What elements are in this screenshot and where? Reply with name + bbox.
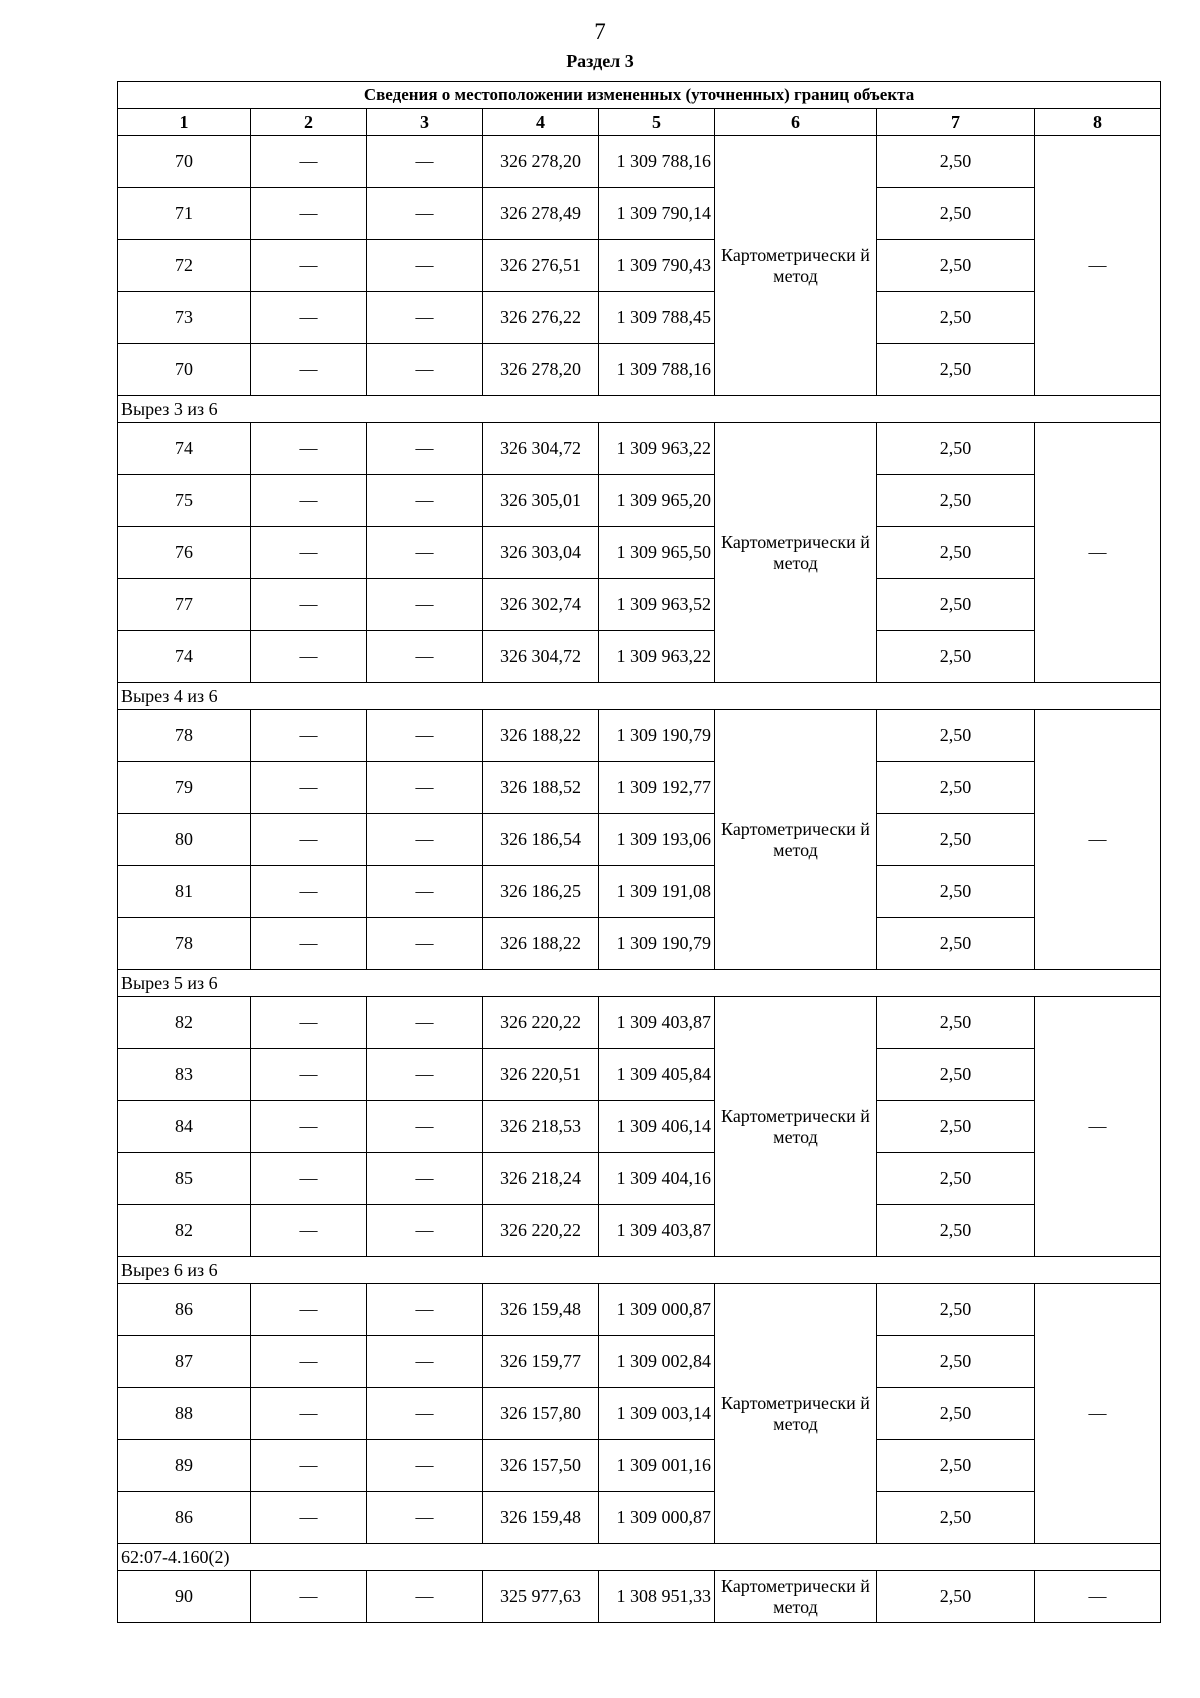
- table-row: [118, 475, 1161, 527]
- column-3-cell: —: [367, 1101, 483, 1153]
- x-coordinate-cell: 326 278,49: [483, 188, 599, 240]
- column-8-cell: —: [1035, 997, 1161, 1257]
- point-number-cell: 86: [118, 1492, 251, 1544]
- column-2-cell: —: [251, 762, 367, 814]
- y-coordinate-cell: 1 309 788,16: [599, 344, 715, 396]
- column-2-cell: —: [251, 423, 367, 475]
- x-coordinate-cell: 326 159,48: [483, 1284, 599, 1336]
- table-row: [118, 631, 1161, 683]
- y-coordinate-cell: 1 308 951,33: [599, 1571, 715, 1623]
- point-number-cell: 79: [118, 762, 251, 814]
- group-title: Вырез 6 из 6: [118, 1257, 1161, 1284]
- y-coordinate-cell: 1 309 790,14: [599, 188, 715, 240]
- point-number-cell: 80: [118, 814, 251, 866]
- table-row: [118, 1205, 1161, 1257]
- point-number-cell: 76: [118, 527, 251, 579]
- accuracy-cell: 2,50: [877, 136, 1035, 188]
- group-title: 62:07-4.160(2): [118, 1544, 1161, 1571]
- column-number: 1: [118, 109, 251, 136]
- table-row: [118, 918, 1161, 970]
- accuracy-cell: 2,50: [877, 814, 1035, 866]
- column-8-cell: —: [1035, 1571, 1161, 1623]
- x-coordinate-cell: 326 157,80: [483, 1388, 599, 1440]
- point-number-cell: 87: [118, 1336, 251, 1388]
- y-coordinate-cell: 1 309 001,16: [599, 1440, 715, 1492]
- column-number: 7: [877, 109, 1035, 136]
- group-title: Вырез 5 из 6: [118, 970, 1161, 997]
- table-row: [118, 762, 1161, 814]
- accuracy-cell: 2,50: [877, 423, 1035, 475]
- column-3-cell: —: [367, 423, 483, 475]
- y-coordinate-cell: 1 309 190,79: [599, 710, 715, 762]
- column-number: 5: [599, 109, 715, 136]
- accuracy-cell: 2,50: [877, 1336, 1035, 1388]
- column-number: 3: [367, 109, 483, 136]
- y-coordinate-cell: 1 309 965,50: [599, 527, 715, 579]
- table-row: [118, 997, 1161, 1049]
- column-2-cell: —: [251, 814, 367, 866]
- column-3-cell: —: [367, 814, 483, 866]
- point-number-cell: 74: [118, 423, 251, 475]
- column-2-cell: —: [251, 1571, 367, 1623]
- y-coordinate-cell: 1 309 000,87: [599, 1492, 715, 1544]
- y-coordinate-cell: 1 309 963,52: [599, 579, 715, 631]
- column-3-cell: —: [367, 527, 483, 579]
- column-8-cell: —: [1035, 710, 1161, 970]
- accuracy-cell: 2,50: [877, 188, 1035, 240]
- accuracy-cell: 2,50: [877, 1101, 1035, 1153]
- column-3-cell: —: [367, 1153, 483, 1205]
- column-2-cell: —: [251, 1440, 367, 1492]
- table-row: [118, 1336, 1161, 1388]
- accuracy-cell: 2,50: [877, 1153, 1035, 1205]
- column-3-cell: —: [367, 1571, 483, 1623]
- table-row: [118, 423, 1161, 475]
- x-coordinate-cell: 326 220,22: [483, 1205, 599, 1257]
- y-coordinate-cell: 1 309 788,45: [599, 292, 715, 344]
- column-3-cell: —: [367, 1205, 483, 1257]
- column-3-cell: —: [367, 1440, 483, 1492]
- table-row: [118, 814, 1161, 866]
- accuracy-cell: 2,50: [877, 997, 1035, 1049]
- table-row: [118, 1440, 1161, 1492]
- point-number-cell: 85: [118, 1153, 251, 1205]
- column-2-cell: —: [251, 292, 367, 344]
- column-2-cell: —: [251, 527, 367, 579]
- group-title-row: [118, 396, 1161, 423]
- column-3-cell: —: [367, 631, 483, 683]
- y-coordinate-cell: 1 309 404,16: [599, 1153, 715, 1205]
- method-cell: Картометрически й метод: [715, 1284, 877, 1544]
- group-title: Вырез 3 из 6: [118, 396, 1161, 423]
- column-8-cell: —: [1035, 1284, 1161, 1544]
- column-3-cell: —: [367, 1049, 483, 1101]
- y-coordinate-cell: 1 309 403,87: [599, 1205, 715, 1257]
- column-3-cell: —: [367, 475, 483, 527]
- x-coordinate-cell: 326 304,72: [483, 631, 599, 683]
- accuracy-cell: 2,50: [877, 579, 1035, 631]
- column-3-cell: —: [367, 1492, 483, 1544]
- table-row: [118, 1284, 1161, 1336]
- x-coordinate-cell: 326 278,20: [483, 136, 599, 188]
- table-row: [118, 527, 1161, 579]
- column-3-cell: —: [367, 762, 483, 814]
- column-3-cell: —: [367, 866, 483, 918]
- x-coordinate-cell: 326 278,20: [483, 344, 599, 396]
- group-title-row: [118, 1544, 1161, 1571]
- table-row: [118, 344, 1161, 396]
- y-coordinate-cell: 1 309 406,14: [599, 1101, 715, 1153]
- column-number: 6: [715, 109, 877, 136]
- table-row: [118, 292, 1161, 344]
- point-number-cell: 84: [118, 1101, 251, 1153]
- column-2-cell: —: [251, 631, 367, 683]
- accuracy-cell: 2,50: [877, 762, 1035, 814]
- x-coordinate-cell: 326 186,25: [483, 866, 599, 918]
- point-number-cell: 75: [118, 475, 251, 527]
- table-row: [118, 1153, 1161, 1205]
- point-number-cell: 77: [118, 579, 251, 631]
- point-number-cell: 82: [118, 1205, 251, 1257]
- column-3-cell: —: [367, 1284, 483, 1336]
- y-coordinate-cell: 1 309 192,77: [599, 762, 715, 814]
- accuracy-cell: 2,50: [877, 866, 1035, 918]
- point-number-cell: 73: [118, 292, 251, 344]
- x-coordinate-cell: 326 220,51: [483, 1049, 599, 1101]
- table-caption-row: [118, 82, 1161, 109]
- point-number-cell: 81: [118, 866, 251, 918]
- accuracy-cell: 2,50: [877, 1440, 1035, 1492]
- accuracy-cell: 2,50: [877, 710, 1035, 762]
- y-coordinate-cell: 1 309 790,43: [599, 240, 715, 292]
- column-2-cell: —: [251, 240, 367, 292]
- accuracy-cell: 2,50: [877, 1492, 1035, 1544]
- table-row: [118, 1049, 1161, 1101]
- accuracy-cell: 2,50: [877, 1571, 1035, 1623]
- y-coordinate-cell: 1 309 000,87: [599, 1284, 715, 1336]
- accuracy-cell: 2,50: [877, 475, 1035, 527]
- column-3-cell: —: [367, 579, 483, 631]
- accuracy-cell: 2,50: [877, 292, 1035, 344]
- column-2-cell: —: [251, 1388, 367, 1440]
- point-number-cell: 88: [118, 1388, 251, 1440]
- column-3-cell: —: [367, 292, 483, 344]
- method-cell: Картометрически й метод: [715, 710, 877, 970]
- column-2-cell: —: [251, 344, 367, 396]
- method-cell: Картометрически й метод: [715, 136, 877, 396]
- column-2-cell: —: [251, 1049, 367, 1101]
- accuracy-cell: 2,50: [877, 1388, 1035, 1440]
- x-coordinate-cell: 325 977,63: [483, 1571, 599, 1623]
- table-row: [118, 866, 1161, 918]
- column-number: 8: [1035, 109, 1161, 136]
- column-2-cell: —: [251, 918, 367, 970]
- point-number-cell: 71: [118, 188, 251, 240]
- x-coordinate-cell: 326 305,01: [483, 475, 599, 527]
- x-coordinate-cell: 326 218,53: [483, 1101, 599, 1153]
- column-2-cell: —: [251, 1153, 367, 1205]
- point-number-cell: 82: [118, 997, 251, 1049]
- y-coordinate-cell: 1 309 405,84: [599, 1049, 715, 1101]
- accuracy-cell: 2,50: [877, 1049, 1035, 1101]
- column-2-cell: —: [251, 997, 367, 1049]
- page-number: 7: [594, 19, 606, 44]
- column-8-cell: —: [1035, 423, 1161, 683]
- table-row: [118, 579, 1161, 631]
- point-number-cell: 83: [118, 1049, 251, 1101]
- column-2-cell: —: [251, 1205, 367, 1257]
- x-coordinate-cell: 326 159,77: [483, 1336, 599, 1388]
- x-coordinate-cell: 326 188,22: [483, 918, 599, 970]
- method-cell: Картометрически й метод: [715, 997, 877, 1257]
- y-coordinate-cell: 1 309 003,14: [599, 1388, 715, 1440]
- table-row: [118, 1571, 1161, 1623]
- table-row: [118, 1101, 1161, 1153]
- point-number-cell: 90: [118, 1571, 251, 1623]
- accuracy-cell: 2,50: [877, 631, 1035, 683]
- table-row: [118, 710, 1161, 762]
- table-row: [118, 136, 1161, 188]
- y-coordinate-cell: 1 309 403,87: [599, 997, 715, 1049]
- accuracy-cell: 2,50: [877, 344, 1035, 396]
- column-2-cell: —: [251, 188, 367, 240]
- column-2-cell: —: [251, 866, 367, 918]
- column-3-cell: —: [367, 710, 483, 762]
- column-number-row: [118, 109, 1161, 136]
- y-coordinate-cell: 1 309 193,06: [599, 814, 715, 866]
- point-number-cell: 78: [118, 918, 251, 970]
- section-title: Раздел 3: [566, 51, 634, 71]
- accuracy-cell: 2,50: [877, 527, 1035, 579]
- table-caption: Сведения о местоположении измененных (уточненных) границ объекта: [118, 82, 1161, 109]
- column-2-cell: —: [251, 1101, 367, 1153]
- x-coordinate-cell: 326 303,04: [483, 527, 599, 579]
- column-2-cell: —: [251, 1284, 367, 1336]
- group-title: Вырез 4 из 6: [118, 683, 1161, 710]
- column-2-cell: —: [251, 579, 367, 631]
- column-3-cell: —: [367, 344, 483, 396]
- table-row: [118, 188, 1161, 240]
- column-3-cell: —: [367, 240, 483, 292]
- y-coordinate-cell: 1 309 965,20: [599, 475, 715, 527]
- column-3-cell: —: [367, 918, 483, 970]
- point-number-cell: 72: [118, 240, 251, 292]
- column-3-cell: —: [367, 1388, 483, 1440]
- point-number-cell: 70: [118, 344, 251, 396]
- column-2-cell: —: [251, 710, 367, 762]
- x-coordinate-cell: 326 159,48: [483, 1492, 599, 1544]
- column-3-cell: —: [367, 136, 483, 188]
- y-coordinate-cell: 1 309 002,84: [599, 1336, 715, 1388]
- table-row: [118, 1388, 1161, 1440]
- group-title-row: [118, 683, 1161, 710]
- boundary-coordinates-table: [117, 81, 1161, 1623]
- y-coordinate-cell: 1 309 963,22: [599, 423, 715, 475]
- table-row: [118, 240, 1161, 292]
- y-coordinate-cell: 1 309 190,79: [599, 918, 715, 970]
- point-number-cell: 86: [118, 1284, 251, 1336]
- group-title-row: [118, 1257, 1161, 1284]
- group-title-row: [118, 970, 1161, 997]
- method-cell: Картометрически й метод: [715, 1571, 877, 1623]
- x-coordinate-cell: 326 276,51: [483, 240, 599, 292]
- y-coordinate-cell: 1 309 191,08: [599, 866, 715, 918]
- y-coordinate-cell: 1 309 788,16: [599, 136, 715, 188]
- accuracy-cell: 2,50: [877, 1205, 1035, 1257]
- x-coordinate-cell: 326 218,24: [483, 1153, 599, 1205]
- point-number-cell: 70: [118, 136, 251, 188]
- y-coordinate-cell: 1 309 963,22: [599, 631, 715, 683]
- column-3-cell: —: [367, 188, 483, 240]
- accuracy-cell: 2,50: [877, 1284, 1035, 1336]
- column-2-cell: —: [251, 1492, 367, 1544]
- x-coordinate-cell: 326 188,52: [483, 762, 599, 814]
- accuracy-cell: 2,50: [877, 240, 1035, 292]
- point-number-cell: 74: [118, 631, 251, 683]
- column-3-cell: —: [367, 1336, 483, 1388]
- x-coordinate-cell: 326 276,22: [483, 292, 599, 344]
- column-number: 2: [251, 109, 367, 136]
- point-number-cell: 78: [118, 710, 251, 762]
- column-2-cell: —: [251, 1336, 367, 1388]
- accuracy-cell: 2,50: [877, 918, 1035, 970]
- x-coordinate-cell: 326 220,22: [483, 997, 599, 1049]
- x-coordinate-cell: 326 157,50: [483, 1440, 599, 1492]
- method-cell: Картометрически й метод: [715, 423, 877, 683]
- column-3-cell: —: [367, 997, 483, 1049]
- x-coordinate-cell: 326 186,54: [483, 814, 599, 866]
- table-row: [118, 1492, 1161, 1544]
- x-coordinate-cell: 326 188,22: [483, 710, 599, 762]
- x-coordinate-cell: 326 302,74: [483, 579, 599, 631]
- column-2-cell: —: [251, 136, 367, 188]
- x-coordinate-cell: 326 304,72: [483, 423, 599, 475]
- column-8-cell: —: [1035, 136, 1161, 396]
- column-number: 4: [483, 109, 599, 136]
- column-2-cell: —: [251, 475, 367, 527]
- point-number-cell: 89: [118, 1440, 251, 1492]
